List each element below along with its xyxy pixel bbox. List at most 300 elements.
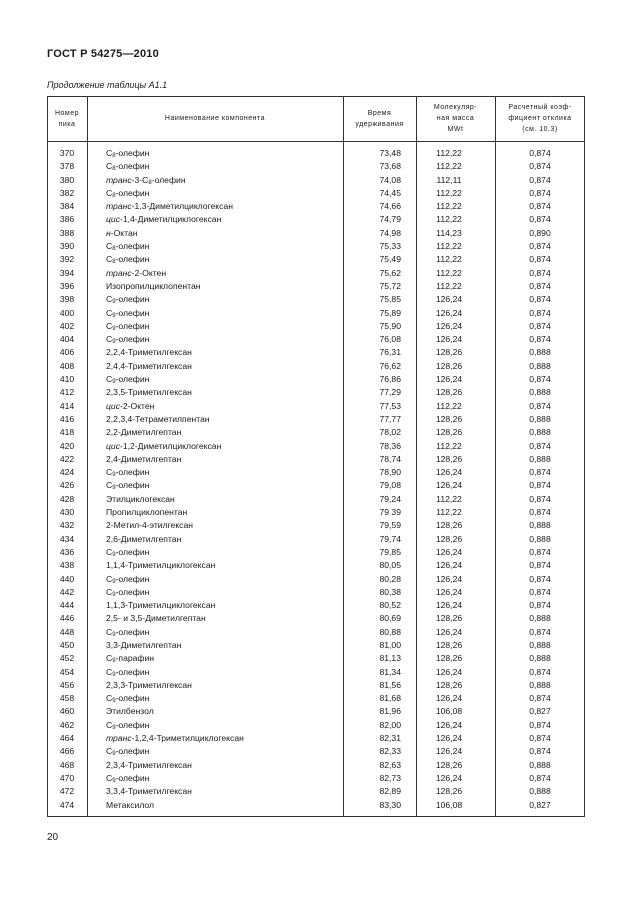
table-row (47, 360, 585, 373)
table-row (47, 213, 585, 226)
header-molecular-mass: Молекуляр- ная масса MWt (433, 104, 478, 133)
name-part: -олефин (115, 161, 150, 172)
response-factor: 0,874 (529, 161, 551, 172)
subscript: 9 (112, 472, 116, 479)
response-factor: 0,888 (529, 613, 551, 624)
response-factor: 0,874 (529, 733, 551, 744)
name-part: -олефин (115, 254, 150, 265)
components-table (47, 96, 585, 817)
table-row (47, 626, 585, 639)
retention-time: 75,85 (379, 294, 401, 305)
name-part: цис (106, 214, 120, 225)
name-part: 2,3,3-Триметилгексан (106, 679, 192, 690)
table-row (47, 440, 585, 453)
peak-number: 388 (59, 227, 75, 238)
peak-number: 456 (59, 679, 75, 690)
name-part: -олефин (115, 586, 150, 597)
component-name (106, 440, 221, 453)
subscript: 9 (112, 698, 116, 705)
response-factor: 0,874 (529, 546, 551, 557)
response-factor: 0,888 (529, 639, 551, 650)
table-row (47, 799, 585, 812)
table-row (47, 506, 585, 519)
response-factor: 0,888 (529, 387, 551, 398)
table-row (47, 679, 585, 692)
name-part: -олефин (115, 320, 150, 331)
retention-time: 82,63 (379, 759, 401, 770)
component-name (106, 719, 149, 732)
peak-number: 454 (59, 666, 75, 677)
retention-time: 75,33 (379, 241, 401, 252)
subscript: 8 (112, 246, 116, 253)
name-part: С (106, 746, 113, 757)
retention-time: 82,00 (379, 719, 401, 730)
name-part: -олефин (115, 573, 150, 584)
table-row (47, 719, 585, 732)
subscript: 9 (112, 591, 116, 598)
peak-number: 382 (59, 187, 75, 198)
molecular-mass: 126,24 (435, 307, 463, 318)
name-part: 2-Метил-4-этилгексан (106, 520, 193, 531)
table-row (47, 400, 585, 413)
component-name (106, 772, 149, 785)
retention-time: 83,30 (379, 799, 401, 810)
retention-time: 81,34 (379, 666, 401, 677)
table-row (47, 280, 585, 293)
molecular-mass: 106,08 (435, 799, 463, 810)
response-factor: 0,874 (529, 334, 551, 345)
molecular-mass: 128,26 (435, 533, 463, 544)
retention-time: 79,08 (379, 480, 401, 491)
response-factor: 0,874 (529, 267, 551, 278)
name-part: 2,2,3,4-Тетраметилпентан (106, 413, 210, 424)
response-factor: 0,874 (529, 174, 551, 185)
retention-time: 76,62 (379, 360, 401, 371)
table-row (47, 174, 585, 187)
name-part: -олефин (115, 480, 150, 491)
retention-time: 82,31 (379, 733, 401, 744)
response-factor: 0,874 (529, 772, 551, 783)
name-part: 3,3-Диметилгептан (106, 639, 182, 650)
molecular-mass: 112,22 (436, 187, 462, 198)
table-row (47, 533, 585, 546)
peak-number: 416 (59, 413, 75, 424)
molecular-mass: 126,24 (435, 666, 463, 677)
component-name (106, 320, 149, 333)
subscript: 9 (112, 724, 116, 731)
component-name (106, 160, 149, 173)
name-part: С (106, 161, 113, 172)
peak-number: 444 (59, 600, 75, 611)
component-name (106, 705, 154, 718)
retention-time: 82,89 (379, 786, 401, 797)
peak-number: 432 (59, 520, 75, 531)
subscript: 9 (112, 485, 116, 492)
name-part: цис (106, 440, 120, 451)
name-part: транс (106, 733, 132, 744)
table-caption: Продолжение таблицы А1.1 (47, 80, 168, 90)
peak-number: 402 (59, 320, 75, 331)
name-part: Этилциклогексан (106, 493, 175, 504)
response-factor: 0,890 (529, 227, 551, 238)
response-factor: 0,888 (529, 533, 551, 544)
table-row (47, 493, 585, 506)
name-part: С (106, 719, 113, 730)
component-name (106, 293, 149, 306)
peak-number: 394 (59, 267, 75, 278)
response-factor: 0,874 (529, 573, 551, 584)
molecular-mass: 112,22 (436, 214, 462, 225)
peak-number: 398 (59, 294, 75, 305)
peak-number: 406 (59, 347, 75, 358)
retention-time: 75,49 (379, 254, 401, 265)
retention-time: 77,29 (379, 387, 401, 398)
table-row (47, 240, 585, 253)
component-name (106, 692, 149, 705)
response-factor: 0,874 (529, 241, 551, 252)
retention-time: 80,28 (379, 573, 401, 584)
peak-number: 458 (59, 693, 75, 704)
peak-number: 400 (59, 307, 75, 318)
retention-time: 74,45 (379, 187, 401, 198)
component-name (106, 400, 154, 413)
molecular-mass: 126,24 (435, 600, 463, 611)
molecular-mass: 126,24 (435, 560, 463, 571)
name-part: С (106, 626, 113, 637)
retention-time: 82,73 (379, 772, 401, 783)
table-body (47, 147, 585, 812)
component-name (106, 546, 149, 559)
table-row (47, 759, 585, 772)
name-part: 2,4-Диметилгептан (106, 453, 182, 464)
table-row (47, 586, 585, 599)
retention-time: 76,08 (379, 334, 401, 345)
component-name (106, 227, 138, 240)
subscript: 9 (112, 658, 116, 665)
component-name (106, 785, 192, 798)
response-factor: 0,874 (529, 467, 551, 478)
table-row (47, 453, 585, 466)
peak-number: 412 (59, 387, 75, 398)
name-part: -олефин (115, 241, 150, 252)
response-factor: 0,874 (529, 400, 551, 411)
table-row (47, 732, 585, 745)
component-name (106, 506, 187, 519)
peak-number: 418 (59, 427, 75, 438)
retention-time: 79 39 (379, 507, 401, 518)
table-row (47, 705, 585, 718)
peak-number: 436 (59, 546, 75, 557)
response-factor: 0,874 (529, 693, 551, 704)
response-factor: 0,874 (529, 719, 551, 730)
retention-time: 81,68 (379, 693, 401, 704)
peak-number: 378 (59, 161, 75, 172)
peak-number: 404 (59, 334, 75, 345)
peak-number: 446 (59, 613, 75, 624)
page-number: 20 (47, 832, 59, 843)
name-part: 2,5- и 3,5-Диметилгептан (106, 613, 206, 624)
table-row (47, 559, 585, 572)
subscript: 9 (112, 777, 116, 784)
name-part: 2,4,4-Триметилгексан (106, 360, 192, 371)
peak-number: 450 (59, 639, 75, 650)
retention-time: 77,77 (379, 413, 401, 424)
peak-number: 390 (59, 241, 75, 252)
peak-number: 424 (59, 467, 75, 478)
molecular-mass: 128,26 (435, 786, 463, 797)
name-part: 2,3,5-Триметилгексан (106, 387, 192, 398)
molecular-mass: 126,24 (435, 573, 463, 584)
component-name (106, 373, 149, 386)
subscript: 9 (112, 578, 116, 585)
name-part: С (106, 467, 113, 478)
peak-number: 420 (59, 440, 75, 451)
name-part: -олефин (115, 334, 150, 345)
subscript: 9 (112, 551, 116, 558)
component-name (106, 187, 149, 200)
retention-time: 77,53 (379, 400, 401, 411)
molecular-mass: 126,24 (435, 467, 463, 478)
subscript: 8 (112, 166, 116, 173)
peak-number: 440 (59, 573, 75, 584)
name-part: -олефин (115, 626, 150, 637)
name-part: -2-Октен (131, 267, 167, 278)
response-factor: 0,888 (529, 453, 551, 464)
molecular-mass: 126,24 (435, 320, 463, 331)
name-part: Изопропилциклопентан (106, 280, 201, 291)
retention-time: 79,85 (379, 546, 401, 557)
name-part: С (106, 653, 113, 664)
component-name (106, 493, 175, 506)
molecular-mass: 106,08 (435, 706, 463, 717)
response-factor: 0,874 (529, 560, 551, 571)
component-name (106, 586, 149, 599)
peak-number: 462 (59, 719, 75, 730)
subscript: 8 (112, 259, 116, 266)
molecular-mass: 126,24 (435, 719, 463, 730)
component-name (106, 639, 181, 652)
header-response-factor: Расчетный коэф- фициент отклика (см. 10.3) (508, 104, 572, 133)
name-part: С (106, 374, 113, 385)
molecular-mass: 112,11 (436, 174, 462, 185)
molecular-mass: 126,24 (435, 772, 463, 783)
component-name (106, 652, 154, 665)
response-factor: 0,888 (529, 520, 551, 531)
response-factor: 0,874 (529, 626, 551, 637)
molecular-mass: 126,24 (435, 626, 463, 637)
component-name (106, 519, 193, 532)
subscript: 9 (112, 631, 116, 638)
subscript: 9 (112, 312, 116, 319)
component-name (106, 333, 149, 346)
name-part: транс (106, 201, 132, 212)
peak-number: 426 (59, 480, 75, 491)
name-part: С (106, 334, 113, 345)
subscript: 9 (112, 299, 116, 306)
response-factor: 0,874 (529, 187, 551, 198)
retention-time: 73,48 (379, 148, 401, 158)
table-row (47, 200, 585, 213)
subscript: 9 (112, 751, 116, 758)
component-name (106, 174, 186, 187)
peak-number: 408 (59, 360, 75, 371)
molecular-mass: 128,26 (435, 360, 463, 371)
peak-number: 384 (59, 201, 75, 212)
name-part: -олефин (115, 666, 150, 677)
table-row (47, 666, 585, 679)
peak-number: 392 (59, 254, 75, 265)
molecular-mass: 112,22 (436, 400, 462, 411)
name-part: -олефин (115, 148, 150, 158)
molecular-mass: 112,22 (436, 267, 462, 278)
name-part: 1,1,3-Триметилциклогексан (106, 600, 216, 611)
component-name (106, 213, 221, 226)
table-row (47, 612, 585, 625)
retention-time: 75,62 (379, 267, 401, 278)
retention-time: 75,90 (379, 320, 401, 331)
molecular-mass: 126,24 (435, 693, 463, 704)
retention-time: 81,56 (379, 679, 401, 690)
response-factor: 0,874 (529, 746, 551, 757)
retention-time: 80,88 (379, 626, 401, 637)
table-row (47, 745, 585, 758)
table-row (47, 426, 585, 439)
table-row (47, 147, 585, 160)
response-factor: 0,874 (529, 507, 551, 518)
response-factor: 0,874 (529, 148, 551, 158)
name-part: -1,2,4-Триметилциклогексан (131, 733, 244, 744)
response-factor: 0,827 (529, 799, 551, 810)
name-part: -олефин (115, 746, 150, 757)
table-row (47, 519, 585, 532)
retention-time: 74,08 (379, 174, 401, 185)
molecular-mass: 112,22 (436, 148, 462, 158)
table-row (47, 253, 585, 266)
peak-number: 474 (59, 799, 75, 810)
response-factor: 0,874 (529, 374, 551, 385)
name-part: С (106, 573, 113, 584)
molecular-mass: 126,24 (435, 334, 463, 345)
response-factor: 0,874 (529, 254, 551, 265)
table-row (47, 227, 585, 240)
molecular-mass: 112,22 (436, 507, 462, 518)
response-factor: 0,874 (529, 294, 551, 305)
molecular-mass: 126,24 (435, 480, 463, 491)
response-factor: 0,874 (529, 320, 551, 331)
molecular-mass: 126,24 (435, 586, 463, 597)
peak-number: 422 (59, 453, 75, 464)
response-factor: 0,874 (529, 440, 551, 451)
name-part: С (106, 480, 113, 491)
component-name (106, 599, 215, 612)
molecular-mass: 126,24 (435, 546, 463, 557)
table-row (47, 785, 585, 798)
retention-time: 74,66 (379, 201, 401, 212)
retention-time: 79,74 (379, 533, 401, 544)
peak-number: 438 (59, 560, 75, 571)
retention-time: 74,98 (379, 227, 401, 238)
name-part: С (106, 546, 113, 557)
name-part: -олефин (115, 307, 150, 318)
response-factor: 0,874 (529, 307, 551, 318)
component-name (106, 453, 181, 466)
component-name (106, 466, 149, 479)
name-part: С (106, 693, 113, 704)
table-row (47, 639, 585, 652)
response-factor: 0,827 (529, 706, 551, 717)
table-row (47, 546, 585, 559)
response-factor: 0,874 (529, 480, 551, 491)
peak-number: 434 (59, 533, 75, 544)
table-row (47, 573, 585, 586)
retention-time: 81,13 (379, 653, 401, 664)
table-row (47, 479, 585, 492)
name-part: -3-С (131, 174, 149, 185)
header-peak-number: Номер пика (54, 109, 80, 128)
name-part: С (106, 772, 113, 783)
peak-number: 414 (59, 400, 75, 411)
molecular-mass: 128,26 (435, 639, 463, 650)
name-part: -парафин (115, 653, 155, 664)
name-part: -1,4-Диметилциклогексан (120, 214, 222, 225)
component-name (106, 346, 192, 359)
name-part: -олефин (115, 294, 150, 305)
name-part: 2,6-Диметилгептан (106, 533, 182, 544)
component-name (106, 147, 149, 160)
name-part: -2-Октен (120, 400, 155, 411)
retention-time: 79,24 (379, 493, 401, 504)
subscript: 9 (112, 325, 116, 332)
name-part: Этилбензол (106, 706, 154, 717)
component-name (106, 413, 210, 426)
name-part: -олефин (115, 772, 150, 783)
retention-time: 76,86 (379, 374, 401, 385)
response-factor: 0,874 (529, 214, 551, 225)
name-part: транс (106, 267, 132, 278)
component-name (106, 679, 192, 692)
subscript: 8 (148, 179, 152, 186)
component-name (106, 666, 149, 679)
retention-time: 82,33 (379, 746, 401, 757)
component-name (106, 612, 206, 625)
component-name (106, 200, 233, 213)
name-part: 2,3,4-Триметилгексан (106, 759, 192, 770)
name-part: транс (106, 174, 132, 185)
component-name (106, 386, 192, 399)
name-part: С (106, 307, 113, 318)
peak-number: 396 (59, 280, 75, 291)
name-part: -олефин (115, 187, 150, 198)
name-part: С (106, 666, 113, 677)
molecular-mass: 128,26 (435, 387, 463, 398)
response-factor: 0,874 (529, 493, 551, 504)
name-part: 2,2,4-Триметилгексан (106, 347, 192, 358)
response-factor: 0,874 (529, 600, 551, 611)
subscript: 8 (112, 153, 116, 159)
subscript: 9 (112, 671, 116, 678)
component-name (106, 307, 149, 320)
component-name (106, 626, 149, 639)
subscript: 9 (112, 379, 116, 386)
molecular-mass: 128,26 (435, 679, 463, 690)
retention-time: 79,59 (379, 520, 401, 531)
table-bottom-border (47, 816, 585, 817)
response-factor: 0,888 (529, 427, 551, 438)
name-part: С (106, 148, 113, 158)
name-part: -олефин (115, 374, 150, 385)
response-factor: 0,888 (529, 653, 551, 664)
retention-time: 78,74 (379, 453, 401, 464)
